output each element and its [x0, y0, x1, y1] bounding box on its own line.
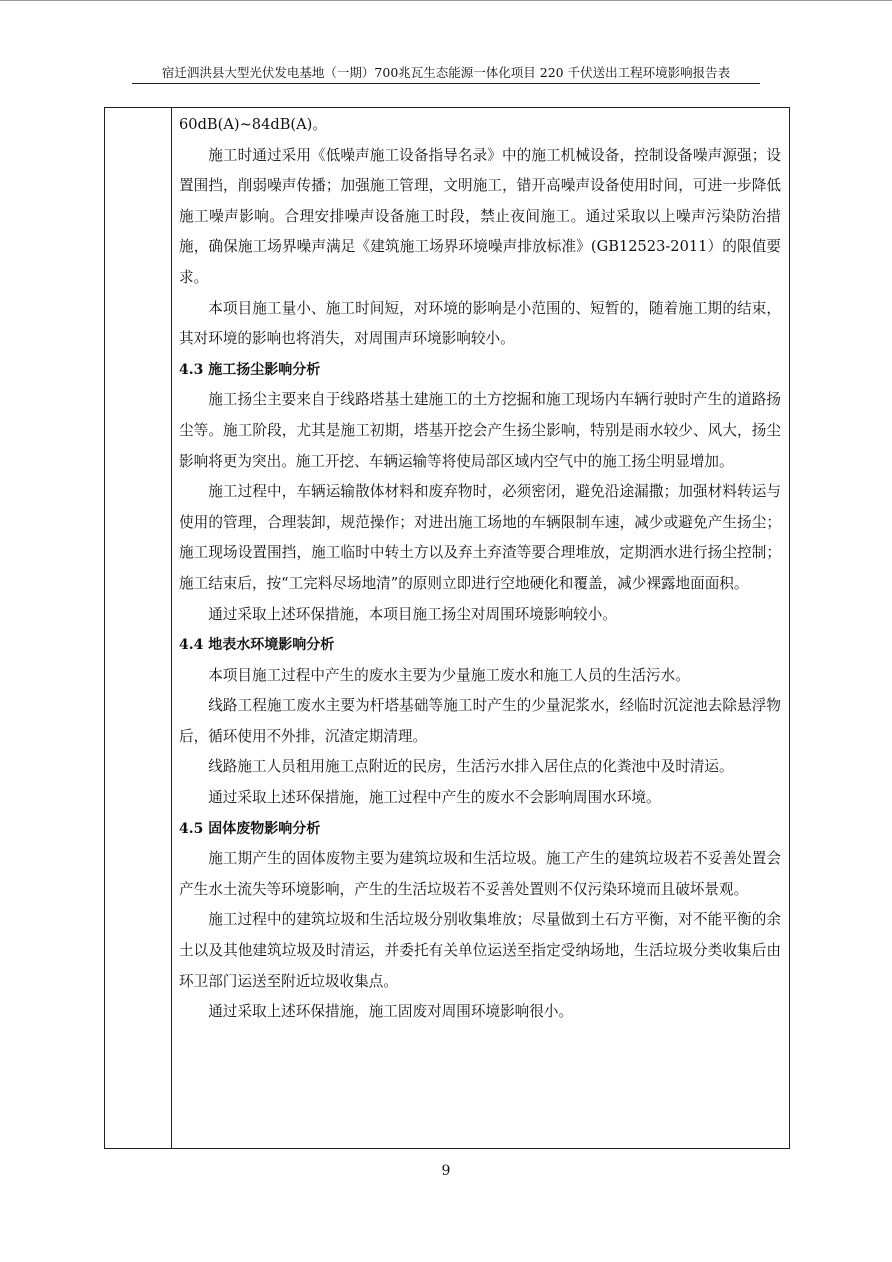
page-number: 9 [441, 1163, 451, 1179]
header-rule [132, 83, 760, 84]
table-column-divider [171, 108, 172, 1148]
paragraph-dust-sources: 施工扬尘主要来自于线路塔基土建施工的土方挖掘和施工现场内车辆行驶时产生的道路扬尘等。施工阶段，尤其是施工初期，塔基开挖会产生扬尘影响，特别是雨水较少、风大，扬尘影响将更为突出。施工开挖、车辆运输等将使局部区域内空气中的施工扬尘明显增加。 [179, 391, 781, 470]
paragraph-noise-conclusion: 本项目施工量小、施工时间短，对环境的影响是小范围的、短暂的，随着施工期的结束，其对环境的影响也将消失，对周围声环境影响较小。 [179, 299, 781, 348]
paragraph-wastewater-construction: 线路工程施工废水主要为杆塔基础等施工时产生的少量泥浆水，经临时沉淀池去除悬浮物后，循环使用不外排，沉渣定期清理。 [179, 697, 781, 745]
section-heading-4-5: 4.5 固体废物影响分析 [179, 820, 321, 837]
paragraph-solid-waste-measures: 施工过程中的建筑垃圾和生活垃圾分别收集堆放；尽量做到土石方平衡，对不能平衡的余土以及其他建筑垃圾及时清运，并委托有关单位运送至指定受纳场地，生活垃圾分类收集后由环卫部门运送至附近垃圾收集点。 [179, 911, 781, 990]
table-content-cell [179, 110, 781, 1028]
paragraph-wastewater-conclusion: 通过采取上述环保措施，施工过程中产生的废水不会影响周围水环境。 [208, 789, 661, 807]
section-heading-4-3: 4.3 施工扬尘影响分析 [179, 361, 321, 378]
paragraph-solid-waste-sources: 施工期产生的固体废物主要为建筑垃圾和生活垃圾。施工产生的建筑垃圾若不妥善处置会产生水土流失等环境影响，产生的生活垃圾若不妥善处置则不仅污染环境而且破坏景观。 [179, 850, 781, 898]
paragraph-dust-conclusion: 通过采取上述环保措施，本项目施工扬尘对周围环境影响较小。 [208, 605, 617, 623]
section-heading-4-4: 4.4 地表水环境影响分析 [179, 637, 335, 654]
document-header: 宿迁泗洪县大型光伏发电基地（一期）700兆瓦生态能源一体化项目 220 千伏送出工程环境影响报告表 [161, 65, 731, 80]
paragraph-wastewater-domestic: 线路施工人员租用施工点附近的民房，生活污水排入居住点的化粪池中及时清运。 [208, 758, 734, 776]
page-top-border [0, 0, 892, 1]
paragraph-solid-waste-conclusion: 通过采取上述环保措施，施工固废对周围环境影响很小。 [208, 1003, 574, 1021]
paragraph-noise-measures: 施工时通过采用《低噪声施工设备指导名录》中的施工机械设备，控制设备噪声源强；设置围挡，削弱噪声传播；加强施工管理，文明施工，错开高噪声设备使用时间，可进一步降低施工噪声影响。合理安排噪声设备施工时段，禁止夜间施工。通过采取以上噪声污染防治措施，确保施工场界噪声满足《建筑施工场界环境噪声排放标准》(GB12523-2011）的限值要求。 [179, 146, 781, 286]
paragraph-wastewater-sources: 本项目施工过程中产生的废水主要为少量施工废水和施工人员的生活污水。 [208, 666, 690, 684]
paragraph-dust-measures: 施工过程中，车辆运输散体材料和废弃物时，必须密闭，避免沿途漏撒；加强材料转运与使用的管理，合理装卸，规范操作；对进出施工场地的车辆限制车速，减少或避免产生扬尘；施工现场设置围挡，施工临时中转土方以及弃土弃渣等要合理堆放，定期洒水进行扬尘控制；施工结束后，按“工完料尽场地清”的原则立即进行空地硬化和覆盖，减少裸露地面面积。 [179, 483, 781, 592]
content-table [104, 107, 790, 1149]
paragraph-noise-range: 60dB(A)~84dB(A)。 [179, 116, 327, 133]
